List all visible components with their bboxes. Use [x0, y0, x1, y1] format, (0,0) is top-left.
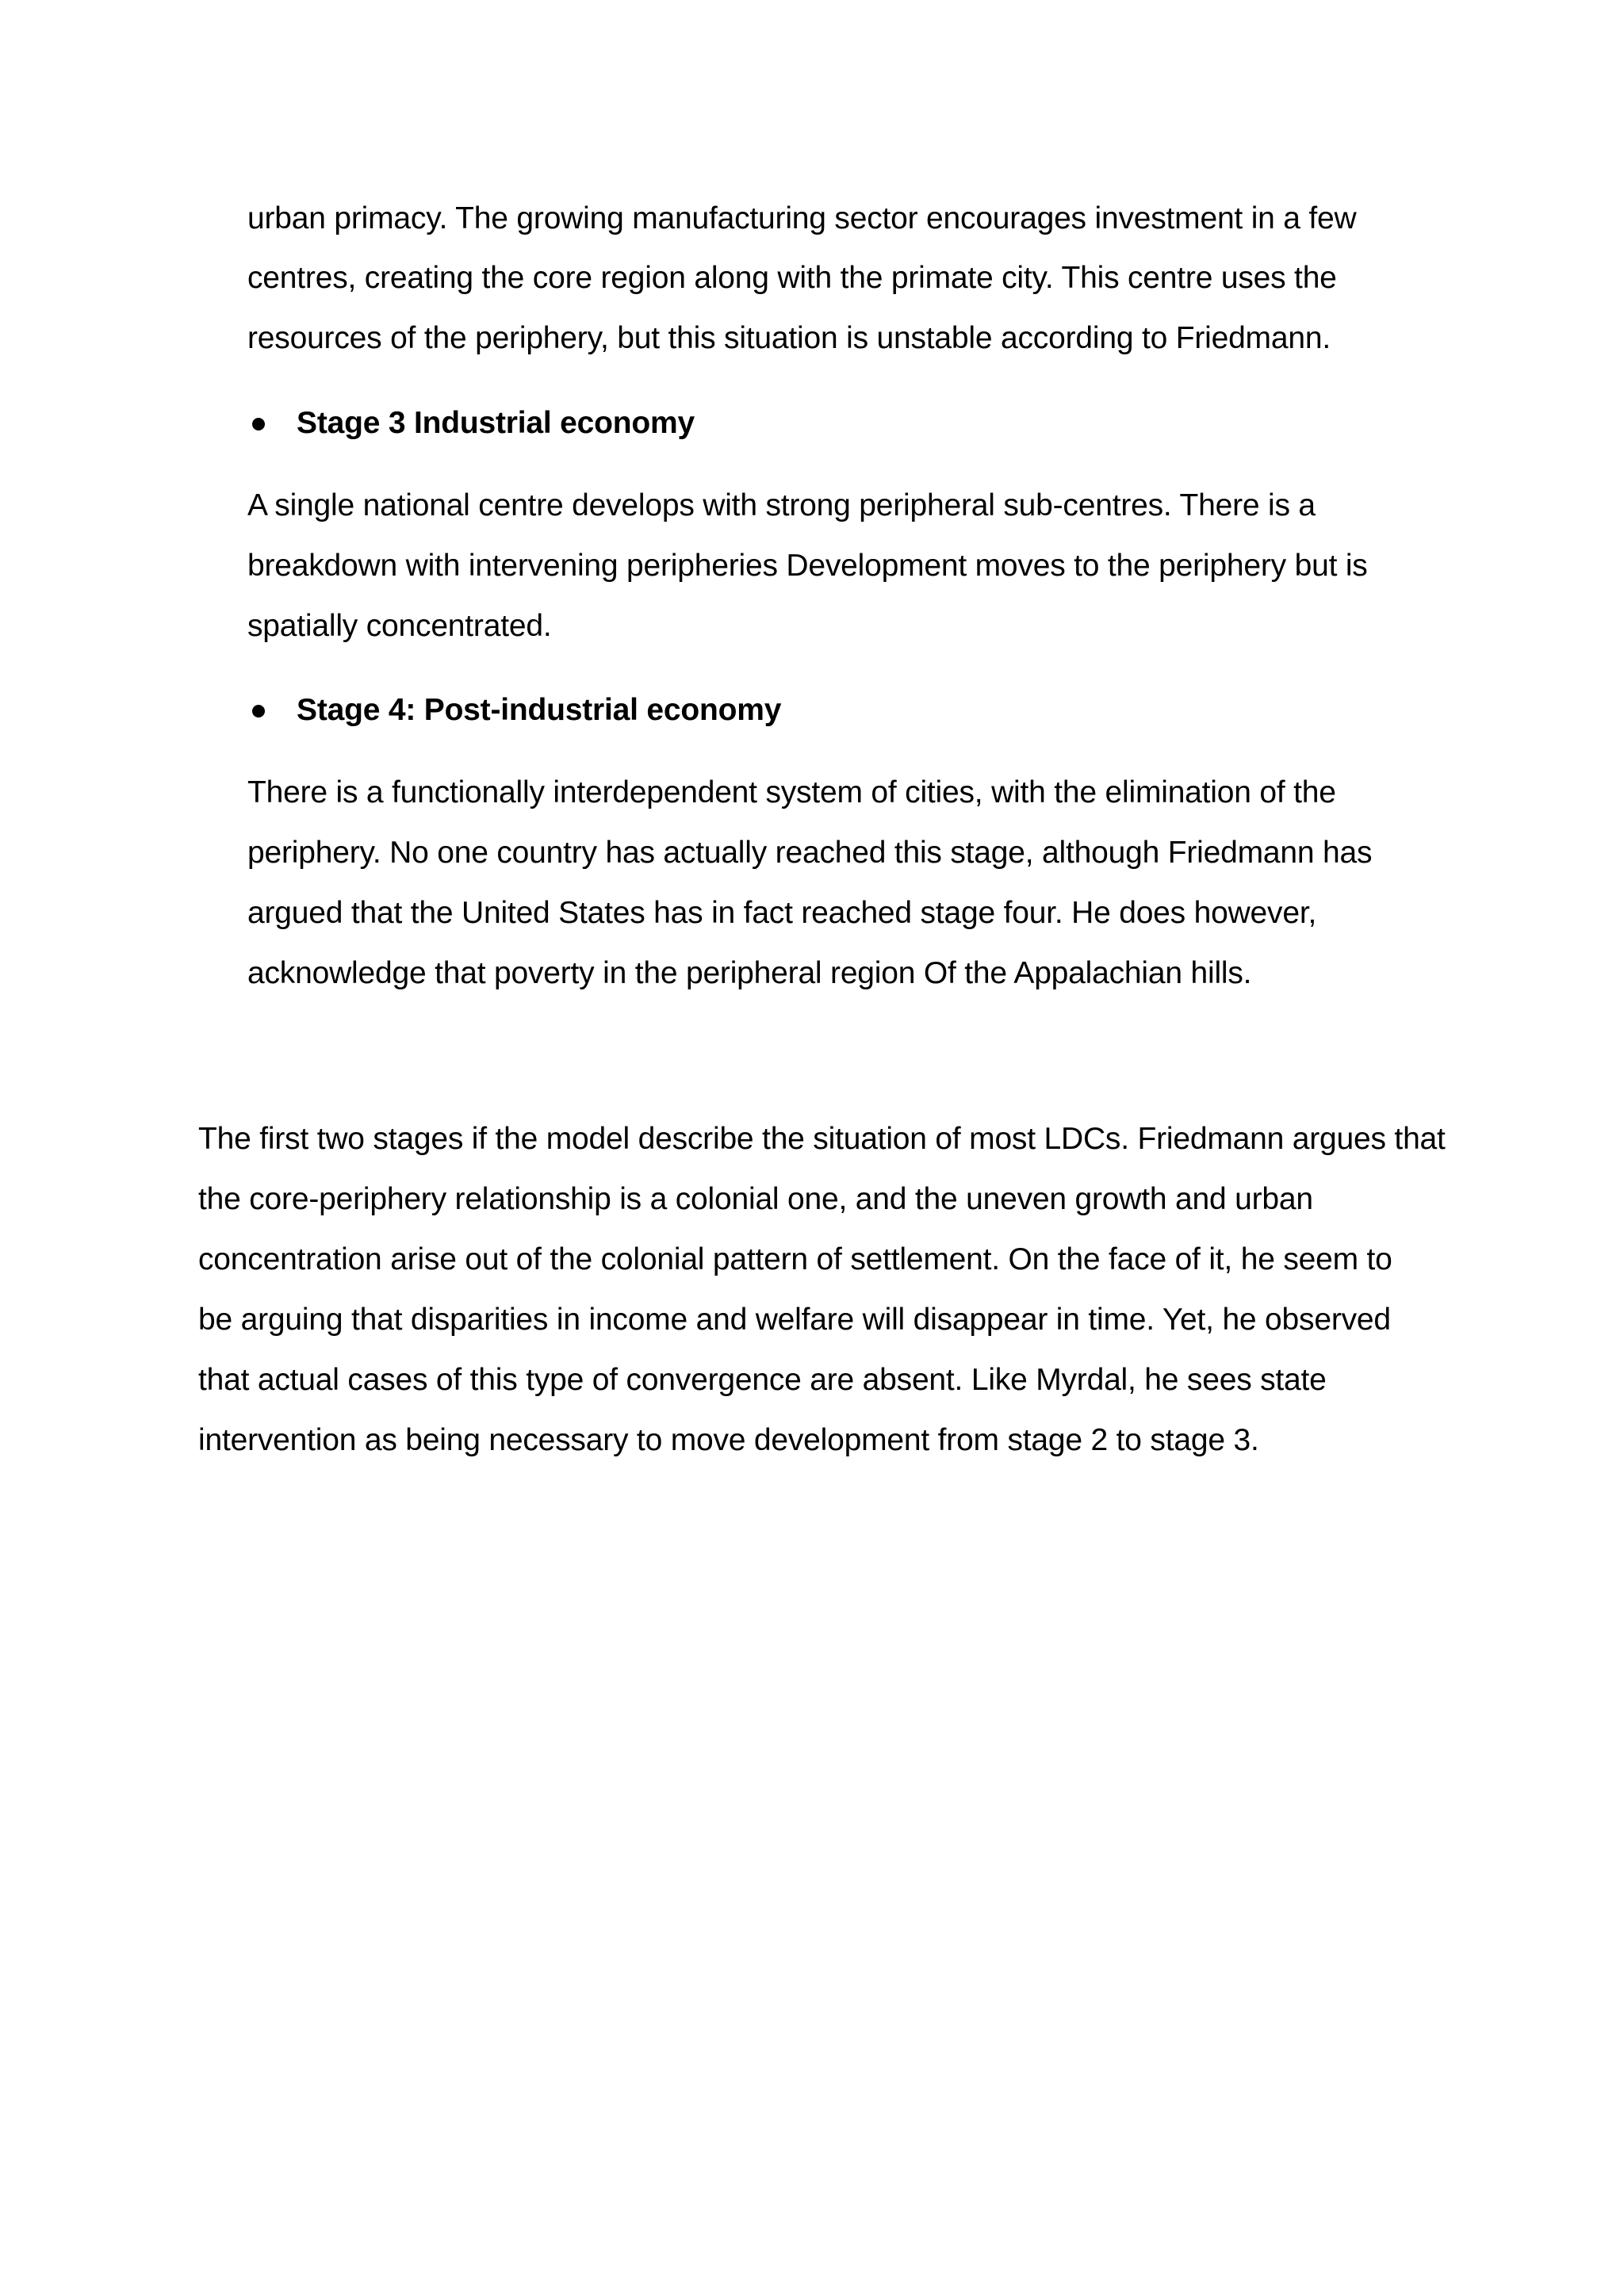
paragraph-line: periphery. No one country has actually reached this stage, although Friedmann has [247, 836, 1373, 870]
paragraph-line: The first two stages if the model describe the situation of most LDCs. Friedmann argues that [198, 1122, 1446, 1156]
paragraph-line: urban primacy. The growing manufacturing sector encourages investment in a few [247, 201, 1357, 235]
stage4-heading: Stage 4: Post-industrial economy [297, 693, 782, 727]
paragraph-line: argued that the United States has in fact reached stage four. He does however, [247, 896, 1317, 930]
paragraph-line: centres, creating the core region along with the primate city. This centre uses the [247, 261, 1337, 295]
paragraph-line: spatially concentrated. [247, 609, 552, 643]
paragraph-line: resources of the periphery, but this situation is unstable according to Friedmann. [247, 321, 1331, 355]
paragraph-line: concentration arise out of the colonial pattern of settlement. On the face of it, he seem to [198, 1242, 1392, 1276]
paragraph-line: intervention as being necessary to move development from stage 2 to stage 3. [198, 1423, 1259, 1457]
paragraph-line: A single national centre develops with strong peripheral sub-centres. There is a [247, 488, 1316, 522]
paragraph-line: breakdown with intervening peripheries Development moves to the periphery but is [247, 549, 1368, 583]
paragraph-line: the core-periphery relationship is a colonial one, and the uneven growth and urban [198, 1182, 1313, 1216]
bullet-icon [252, 418, 265, 430]
bullet-icon [252, 705, 265, 718]
paragraph-line: There is a functionally interdependent system of cities, with the elimination of the [247, 775, 1336, 809]
paragraph-line: that actual cases of this type of convergence are absent. Like Myrdal, he sees state [198, 1363, 1327, 1397]
paragraph-line: acknowledge that poverty in the peripheral region Of the Appalachian hills. [247, 956, 1252, 990]
paragraph-line: be arguing that disparities in income and welfare will disappear in time. Yet, he observed [198, 1303, 1391, 1337]
stage3-heading: Stage 3 Industrial economy [297, 406, 695, 440]
